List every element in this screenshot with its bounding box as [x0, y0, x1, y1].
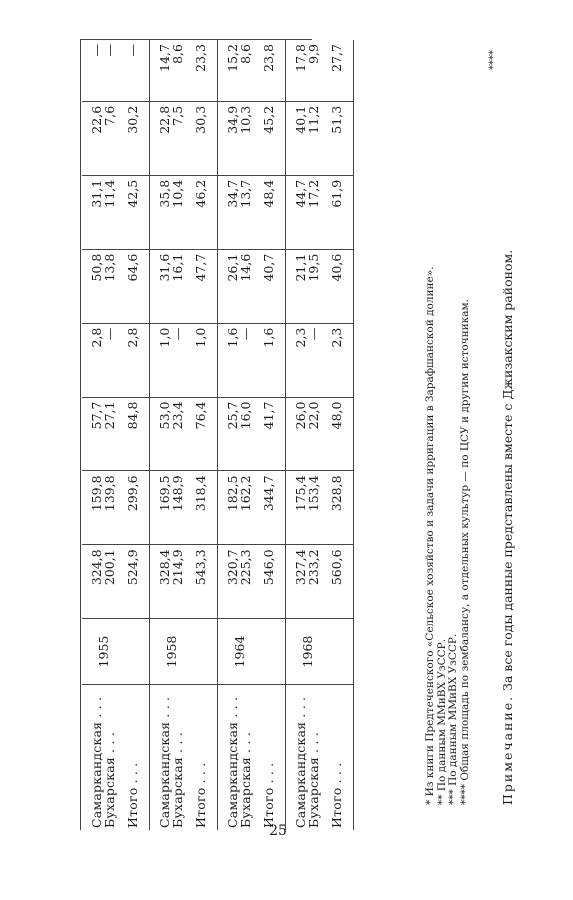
value-cell: — — [239, 323, 252, 397]
region-cell: Самаркандская . . . — [157, 696, 172, 828]
total-value-cell: 344,7 — [252, 471, 286, 545]
value-cell: 162,2 — [239, 471, 252, 545]
value-cell: 17,8 — [286, 40, 308, 101]
total-value-cell: 27,7 — [320, 40, 354, 101]
total-value-cell: 64,6 — [116, 249, 150, 323]
value-cell: 53,0 — [150, 397, 172, 471]
total-value-cell: 61,9 — [320, 175, 354, 249]
value-cell: 153,4 — [307, 471, 320, 545]
total-value-cell: 30,3 — [184, 101, 218, 175]
total-label: Итого . . . — [116, 684, 150, 830]
total-value-cell: 2,8 — [116, 323, 150, 397]
value-cell: 31,6 — [150, 249, 172, 323]
value-cell: 34,7 — [218, 175, 240, 249]
table-row — [103, 40, 116, 830]
total-value-cell: 45,2 — [252, 101, 286, 175]
year-cell: 1964 — [218, 619, 253, 684]
total-value-cell: 2,3 — [320, 323, 354, 397]
value-cell: 11,4 — [103, 175, 116, 249]
value-cell: 2,8 — [82, 323, 103, 397]
value-cell: 57,7 — [82, 397, 103, 471]
value-cell: 320,7 — [218, 545, 240, 619]
region-cell: Бухарская . . . — [102, 731, 117, 828]
value-cell: 34,9 — [218, 101, 240, 175]
value-cell: 13,7 — [239, 175, 252, 249]
footnote: *** По данным ММиВХ УзССР. — [447, 633, 459, 805]
total-value-cell: 47,7 — [184, 249, 218, 323]
value-cell: — — [171, 323, 184, 397]
value-cell: 11,2 — [307, 101, 320, 175]
total-value-cell: 48,0 — [320, 397, 354, 471]
value-cell: 148,9 — [171, 471, 184, 545]
value-cell: — — [103, 323, 116, 397]
value-cell: 8,6 — [171, 40, 184, 101]
total-value-cell: 40,6 — [320, 249, 354, 323]
value-cell: 26,1 — [218, 249, 240, 323]
total-value-cell: 30,2 — [116, 101, 150, 175]
value-cell: 328,4 — [150, 545, 172, 619]
value-cell: 14,6 — [239, 249, 252, 323]
value-cell: 31,1 — [82, 175, 103, 249]
footnote: **** Общая площадь по зембалансу, а отдельных культур — по ЦСУ и другим источникам. — [458, 299, 471, 805]
region-cell: Самаркандская . . . — [225, 696, 240, 828]
value-cell: 1,6 — [218, 323, 240, 397]
table-top-rule — [80, 40, 81, 830]
total-label: Итого . . . — [252, 684, 286, 830]
value-cell: 233,2 — [307, 545, 320, 619]
total-value-cell: — — [116, 40, 150, 101]
total-row — [252, 40, 286, 830]
total-value-cell: 48,4 — [252, 175, 286, 249]
region-cell: Самаркандская . . . — [89, 696, 104, 828]
note — [500, 105, 515, 805]
total-value-cell: 41,7 — [252, 397, 286, 471]
value-cell: 19,5 — [307, 249, 320, 323]
year-cell: 1955 — [82, 619, 116, 684]
total-value-cell: 1,0 — [184, 323, 218, 397]
value-cell: — — [307, 323, 320, 397]
total-value-cell: 1,6 — [252, 323, 286, 397]
table-row — [218, 40, 240, 830]
total-label: Итого . . . — [320, 684, 354, 830]
value-cell: 15,2 — [218, 40, 240, 101]
total-value-cell: 84,8 — [116, 397, 150, 471]
value-cell: 225,3 — [239, 545, 252, 619]
value-cell: 17,2 — [307, 175, 320, 249]
total-value-cell: 560,6 — [320, 545, 354, 619]
header-footnote-mark: **** — [488, 50, 499, 70]
note-text: За все годы данные представлены вместе с Джизакским районом. — [500, 249, 515, 691]
value-cell: 324,8 — [82, 545, 103, 619]
region-cell: Самаркандская . . . — [293, 696, 308, 828]
total-value-cell: 40,7 — [252, 249, 286, 323]
total-value-cell: 546,0 — [252, 545, 286, 619]
data-table — [82, 40, 354, 830]
value-cell: 139,8 — [103, 471, 116, 545]
total-value-cell: 51,3 — [320, 101, 354, 175]
value-cell: 22,0 — [307, 397, 320, 471]
value-cell: 2,3 — [286, 323, 308, 397]
total-label: Итого . . . — [184, 684, 218, 830]
value-cell: 21,1 — [286, 249, 308, 323]
value-cell: 40,1 — [286, 101, 308, 175]
value-cell: 44,7 — [286, 175, 308, 249]
total-row — [184, 40, 218, 830]
value-cell: 50,8 — [82, 249, 103, 323]
table-row — [82, 40, 103, 830]
value-cell: 7,5 — [171, 101, 184, 175]
value-cell: 25,7 — [218, 397, 240, 471]
value-cell: 16,1 — [171, 249, 184, 323]
value-cell: 7,6 — [103, 101, 116, 175]
value-cell: 327,4 — [286, 545, 308, 619]
total-value-cell: 543,3 — [184, 545, 218, 619]
value-cell: 22,8 — [150, 101, 172, 175]
value-cell: 200,1 — [103, 545, 116, 619]
total-value-cell: 318,4 — [184, 471, 218, 545]
value-cell: 10,3 — [239, 101, 252, 175]
value-cell: 16,0 — [239, 397, 252, 471]
table-row — [307, 40, 320, 830]
value-cell: 13,8 — [103, 249, 116, 323]
total-row — [320, 40, 354, 830]
total-value-cell: 42,5 — [116, 175, 150, 249]
year-cell: 1968 — [286, 619, 321, 684]
note-label: Примечание. — [500, 694, 515, 805]
value-cell: 214,9 — [171, 545, 184, 619]
total-value-cell: 23,3 — [184, 40, 218, 101]
table-body — [82, 40, 354, 830]
empty-year-cell — [184, 619, 218, 684]
footnotes — [424, 266, 471, 805]
value-cell: 175,4 — [286, 471, 308, 545]
value-cell: 26,0 — [286, 397, 308, 471]
value-cell: 159,8 — [82, 471, 103, 545]
year-cell: 1958 — [150, 619, 185, 684]
total-row — [116, 40, 150, 830]
table-row — [150, 40, 172, 830]
value-cell: — — [103, 40, 116, 101]
total-value-cell: 328,8 — [320, 471, 354, 545]
value-cell: 182,5 — [218, 471, 240, 545]
total-value-cell: 23,8 — [252, 40, 286, 101]
total-value-cell: 299,6 — [116, 471, 150, 545]
value-cell: 169,5 — [150, 471, 172, 545]
table-row — [171, 40, 184, 830]
value-cell: 1,0 — [150, 323, 172, 397]
value-cell: 22,6 — [82, 101, 103, 175]
total-value-cell: 76,4 — [184, 397, 218, 471]
table-row — [286, 40, 308, 830]
value-cell: 23,4 — [171, 397, 184, 471]
value-cell: 9,9 — [307, 40, 320, 101]
footnote: ** По данным ММиВХ УзССР. — [435, 638, 448, 805]
value-cell: 35,8 — [150, 175, 172, 249]
value-cell: 8,6 — [239, 40, 252, 101]
value-cell: 10,4 — [171, 175, 184, 249]
value-cell: 27,1 — [103, 397, 116, 471]
empty-year-cell — [116, 619, 150, 684]
statistics-table — [82, 40, 344, 830]
empty-year-cell — [320, 619, 354, 684]
total-value-cell: 46,2 — [184, 175, 218, 249]
value-cell: — — [82, 40, 103, 101]
region-cell: Бухарская . . . — [170, 731, 185, 828]
value-cell: 14,7 — [150, 40, 172, 101]
total-value-cell: 524,9 — [116, 545, 150, 619]
region-cell: Бухарская . . . — [238, 731, 253, 828]
empty-year-cell — [252, 619, 286, 684]
footnote: * Из книги Предтеченского «Сельское хозяйство и задачи ирригации в Зарафшанской долине». — [424, 266, 436, 805]
page-number: 25 — [269, 823, 287, 840]
region-cell: Бухарская . . . — [306, 731, 321, 828]
table-row — [239, 40, 252, 830]
